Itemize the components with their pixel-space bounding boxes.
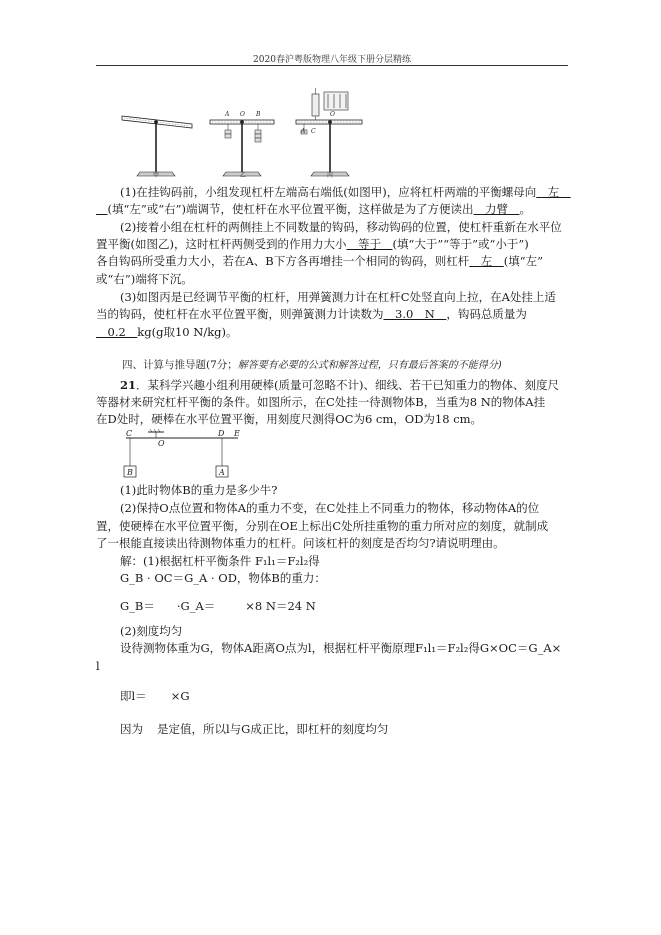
fig-b-label-b: B <box>256 111 261 118</box>
section-4-note: 解答要有必要的公式和解答过程，只有最后答案的不能得分) <box>237 360 502 371</box>
q20-p2-text-e: (填“左” <box>503 254 544 268</box>
q21-sol6-l: 即l＝ <box>120 689 147 703</box>
q21-sol7-conclusion: 是定值，所以l与G成正比，即杠杆的刻度均匀 <box>157 722 389 736</box>
fig-c-label-a: A <box>301 128 306 135</box>
q20-p1-text-b: (填“左”或“右”)端调节，使杠杆在水平位置平衡，这样做是为了方便读出 <box>107 202 474 216</box>
q21-label-c: C <box>126 429 133 438</box>
q20-p2-line3 <box>96 253 543 270</box>
q21-sol6-g: ×G <box>170 689 190 703</box>
q20-p1-line1 <box>120 184 571 201</box>
q21-sub2-line1: (2)保持O点位置和物体A的重力不变，在C处挂上不同重力的物体，移动物体A的位 <box>120 501 540 515</box>
q20-p2-line1: (2)接着小组在杠杆的两侧挂上不同数量的钩码，移动钩码的位置，使杠杆重新在水平位 <box>120 220 562 234</box>
q21-label-e: E <box>234 429 240 438</box>
q20-answer-left: 左 <box>536 185 571 199</box>
q21-sol3-gb: G_B＝ <box>120 599 155 613</box>
q21-sol7-because: 因为 <box>120 722 143 736</box>
lever-apparatus-figures <box>118 86 368 180</box>
figure-jia <box>122 116 192 176</box>
caption-jia: 甲 <box>153 172 160 179</box>
q20-p1-line2 <box>96 201 531 218</box>
q21-sub1: (1)此时物体B的重力是多少牛? <box>120 483 278 497</box>
q21-solution-6 <box>120 688 190 705</box>
q21-line3: 在D处时，硬棒在水平位置平衡，用刻度尺测得OC为6 cm，OD为18 cm。 <box>96 412 483 426</box>
q21-sol3-ga: ·G_A＝ <box>176 599 216 613</box>
q20-p3-line1: (3)如图丙是已经调节平衡的杠杆，用弹簧测力计在杠杆C处竖直向上拉，在A处挂上适 <box>120 290 556 304</box>
q20-p2-line4: 或“右”)端将下沉。 <box>96 272 193 286</box>
q21-solution-2: G_B · OC＝G_A · OD，物体B的重力： <box>120 571 326 585</box>
caption-yi: 乙 <box>240 172 247 179</box>
q21-solution-7 <box>120 721 388 738</box>
q21-line1 <box>120 377 559 394</box>
figure-yi <box>210 120 274 176</box>
q21-text-1: ．某科学兴趣小组利用硬棒(质量可忽略不计)、细线、若干已知重力的物体、刻度尺 <box>136 378 559 392</box>
q21-number: 21 <box>120 378 137 392</box>
q20-answer-equal: 等于 <box>346 237 393 251</box>
page-header: 2020春沪粤版物理八年级下册分层精练 <box>253 55 411 65</box>
q20-p2-text-b: 置平衡(如图乙)，这时杠杆两侧受到的作用力大小 <box>96 237 347 251</box>
q20-p3-text-b: 当的钩码，使杠杆在水平位置平衡，则弹簧测力计读数为 <box>96 307 384 321</box>
q20-p3-text-c: ，钩码总质量为 <box>446 307 527 321</box>
fig-c-label-o: O <box>330 111 335 118</box>
q20-answer-arm: 力臂 <box>473 202 520 216</box>
q20-p2-line2 <box>96 236 529 253</box>
q21-label-d: D <box>218 429 225 438</box>
section-4-title <box>122 356 502 372</box>
q21-lever-diagram <box>118 428 248 480</box>
q21-solution-5: 设待测物体重为G，物体A距离O点为l，根据杠杆平衡原理F₁l₁＝F₂l₂得G×OC＝G_A× <box>120 641 562 655</box>
q21-solution-3 <box>120 598 316 615</box>
figure-bing <box>296 88 362 176</box>
q20-answer-force: 3.0 N <box>383 307 447 321</box>
q20-p2-text-d: 各自钩码所受重力大小，若在A、B下方各再增挂一个相同的钩码，则杠杆 <box>96 254 470 268</box>
q21-line2: 等器材来研究杠杆平衡的条件。如图所示，在C处挂一待测物体B，当重为8 N的物体A挂 <box>96 395 546 409</box>
q21-solution-4: (2)刻度均匀 <box>120 624 183 638</box>
q21-sub2-line2: 置，使硬棒在水平位置平衡，分别在OE上标出C处所挂重物的重力所对应的刻度，就制成 <box>96 519 549 533</box>
q21-solution-1: 解：(1)根据杠杆平衡条件 F₁l₁＝F₂l₂得 <box>120 554 320 568</box>
q21-solution-5b: l <box>96 659 100 673</box>
q20-p3-text-d: kg(g取10 N/kg)。 <box>137 325 238 339</box>
fig-b-label-o: O <box>240 111 245 118</box>
header-rule <box>96 65 568 66</box>
q20-p1-text-c: 。 <box>519 202 531 216</box>
q21-label-b: B <box>127 468 133 477</box>
fig-c-label-c: C <box>311 128 316 135</box>
caption-bing: 丙 <box>327 172 334 179</box>
q20-answer-sink: 左 <box>469 254 504 268</box>
section-4-title-text: 四、计算与推导题(7分； <box>122 359 238 371</box>
q21-sol3-result: ×8 N＝24 N <box>245 599 316 613</box>
q20-p2-text-c: (填“大于”“等于”或“小于”) <box>392 237 529 251</box>
q21-sub2-line3: 了一根能直接读出待测物体重力的杠杆。问该杠杆的刻度是否均匀?请说明理由。 <box>96 536 505 550</box>
q21-label-a: A <box>219 468 225 477</box>
q21-label-o: O <box>158 439 165 448</box>
q20-p3-line3 <box>96 324 238 341</box>
q20-p1-text: (1)在挂钩码前，小组发现杠杆左端高右端低(如图甲)，应将杠杆两端的平衡螺母向 <box>120 185 537 199</box>
q20-answer-mass: 0.2 <box>96 325 138 339</box>
fig-b-label-a: A <box>225 111 230 118</box>
q20-p3-line2 <box>96 306 527 323</box>
